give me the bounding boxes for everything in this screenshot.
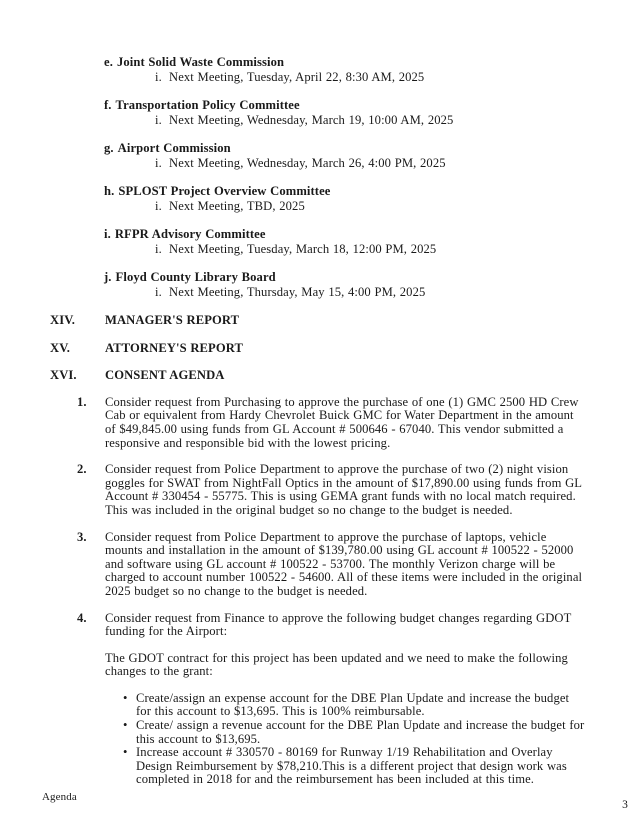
consent-item-2 [77, 463, 644, 517]
sub-item-marker: i. [155, 285, 162, 299]
next-meeting-text: Next Meeting, Wednesday, March 26, 4:00 PM, 2025 [169, 156, 446, 170]
item-number: 4. [77, 610, 87, 625]
committee-letter: f. [104, 98, 112, 112]
committee-heading [104, 141, 644, 156]
committee-name: Floyd County Library Board [115, 270, 276, 284]
bullet-text: Create/ assign a revenue account for the DBE Plan Update and increase the budget for this account to $13,695. [136, 718, 585, 746]
item-body [105, 612, 587, 788]
committee-letter: g. [104, 141, 114, 155]
committee-next-meeting [155, 285, 644, 300]
sub-item-marker: i. [155, 70, 162, 84]
next-meeting-text: Next Meeting, TBD, 2025 [169, 199, 305, 213]
bullet-item [123, 692, 587, 719]
sub-item-marker: i. [155, 242, 162, 256]
committee-entry-transportation-policy [104, 98, 644, 128]
section-attorneys-report [50, 341, 644, 355]
bullet-dot-icon [123, 719, 136, 746]
section-numeral: XV. [50, 340, 71, 355]
item-body [105, 531, 587, 599]
item-subtext: The GDOT contract for this project has been updated and we need to make the following changes to the grant: [105, 650, 568, 679]
item-number: 1. [77, 394, 87, 409]
sub-item-marker: i. [155, 113, 162, 127]
committee-next-meeting [155, 70, 644, 85]
next-meeting-text: Next Meeting, Thursday, May 15, 4:00 PM, 2025 [169, 285, 426, 299]
section-managers-report [50, 313, 644, 327]
committee-heading [104, 98, 644, 113]
committee-name: Airport Commission [117, 141, 231, 155]
committee-heading [104, 184, 644, 199]
budget-change-bullet-list [105, 692, 587, 787]
consent-item-3 [77, 531, 644, 599]
sub-item-marker: i. [155, 199, 162, 213]
committee-heading [104, 270, 644, 285]
section-title: ATTORNEY'S REPORT [105, 340, 243, 355]
next-meeting-text: Next Meeting, Wednesday, March 19, 10:00 AM, 2025 [169, 113, 454, 127]
committee-letter: j. [104, 270, 112, 284]
bullet-dot-icon [123, 692, 136, 719]
consent-item-4 [77, 612, 644, 788]
committee-next-meeting [155, 156, 644, 171]
committee-entry-joint-solid-waste [104, 55, 644, 85]
committee-heading [104, 55, 644, 70]
committee-next-meeting [155, 242, 644, 257]
committee-name: SPLOST Project Overview Committee [118, 184, 331, 198]
item-text: Consider request from Purchasing to approve the purchase of one (1) GMC 2500 HD Crew Cab or equivalent from Hardy Chevrolet Buick GMC for Water Department in the amount of $49,845.00 using funds from GL Account # 500646 - 67040. This vendor submitted a responsive and responsible bid with the lowest pricing. [105, 394, 579, 450]
committee-letter: i. [104, 227, 111, 241]
committee-heading [104, 227, 644, 242]
page-number: 3 [622, 799, 628, 811]
committee-entry-splost-project-overview [104, 184, 644, 214]
sub-item-marker: i. [155, 156, 162, 170]
committee-entry-rfpr-advisory [104, 227, 644, 257]
item-number: 2. [77, 462, 87, 477]
item-body [105, 463, 587, 517]
committee-entry-airport-commission [104, 141, 644, 171]
footer-document-label: Agenda [42, 791, 77, 803]
bullet-item [123, 719, 587, 746]
next-meeting-text: Next Meeting, Tuesday, April 22, 8:30 AM, 2025 [169, 70, 425, 84]
item-text: Consider request from Police Department to approve the purchase of two (2) night vision goggles for SWAT from NightFall Optics in the amount of $17,890.00 using funds from GL Account # 330454 - 55775. This is using GEMA grant funds with no local match required. This was included in the original budget so no change to the budget is needed. [105, 462, 582, 517]
item-body [105, 396, 587, 450]
committee-entry-floyd-county-library [104, 270, 644, 300]
item-number: 3. [77, 529, 87, 544]
committee-next-meeting [155, 199, 644, 214]
bullet-dot-icon [123, 746, 136, 787]
committee-letter: h. [104, 184, 115, 198]
section-numeral: XVI. [50, 368, 77, 383]
section-numeral: XIV. [50, 313, 76, 327]
section-title: MANAGER'S REPORT [105, 313, 240, 327]
item-text: Consider request from Finance to approve the following budget changes regarding GDOT funding for the Airport: [105, 610, 572, 639]
section-title: CONSENT AGENDA [105, 368, 225, 383]
consent-item-1 [77, 396, 644, 450]
bullet-item [123, 746, 587, 787]
committee-next-meeting [155, 113, 644, 128]
section-consent-agenda [50, 368, 644, 382]
committee-name: Transportation Policy Committee [115, 98, 300, 112]
item-text: Consider request from Police Department to approve the purchase of laptops, vehicle mounts and installation in the amount of $139,780.00 using GL account # 100522 - 52000 and software using GL account # 100522 - 53700. The monthly Verizon charge will be charged to account number 100522 - 54600. All of these items were included in the original 2025 budget so no change to the budget is needed. [105, 529, 583, 598]
committee-letter: e. [104, 55, 113, 69]
committee-name: RFPR Advisory Committee [114, 227, 266, 241]
page-content [0, 55, 644, 800]
bullet-text: Create/assign an expense account for the DBE Plan Update and increase the budget for this account to $13,695. This is 100% reimbursable. [136, 690, 570, 719]
bullet-text: Increase account # 330570 - 80169 for Runway 1/19 Rehabilitation and Overlay Design Reimbursement by $78,210.This is a different project that design work was completed in 2018 for and the reimbursement has been included at this time. [136, 745, 567, 787]
next-meeting-text: Next Meeting, Tuesday, March 18, 12:00 PM, 2025 [169, 242, 437, 256]
committee-name: Joint Solid Waste Commission [116, 55, 285, 69]
